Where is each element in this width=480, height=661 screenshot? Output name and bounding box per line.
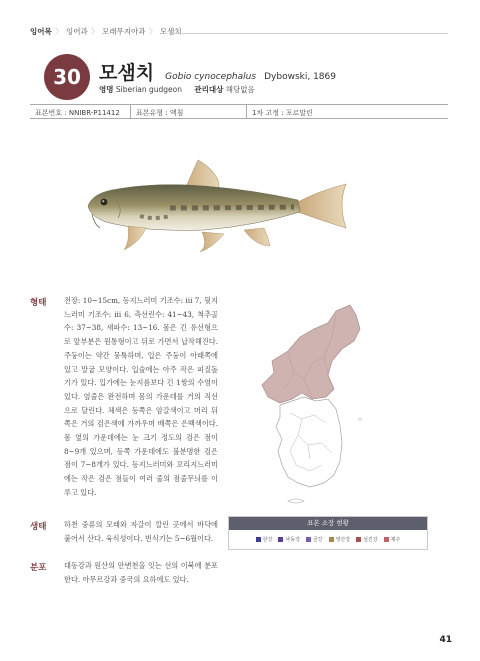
legend-items bbox=[229, 530, 427, 543]
breadcrumb-separator: 〉 bbox=[55, 27, 63, 36]
legend-item bbox=[256, 536, 273, 543]
entry-number-badge: 30 bbox=[44, 54, 90, 100]
title-authority: Dybowski, 1869 bbox=[264, 72, 336, 82]
species-names bbox=[99, 84, 255, 95]
breadcrumb bbox=[30, 26, 182, 37]
legend-item bbox=[278, 536, 300, 543]
specimen-number: 표본번호 : NNIBR-P11412 bbox=[35, 109, 120, 117]
page-number: 41 bbox=[439, 635, 452, 645]
legend-label: 영산강 bbox=[335, 537, 351, 543]
english-name-value: Siberian gudgeon bbox=[115, 85, 183, 94]
ulleung-island bbox=[359, 418, 361, 420]
legend-swatch bbox=[329, 537, 334, 542]
legend-swatch bbox=[356, 537, 361, 542]
legend-swatch bbox=[278, 537, 283, 542]
breadcrumb-separator: 〉 bbox=[148, 27, 157, 36]
ecology-section-label: 생태 bbox=[30, 522, 47, 532]
legend-item bbox=[384, 536, 401, 543]
specimen-meta-bar bbox=[30, 104, 448, 119]
title-korean: 모샘치 bbox=[99, 62, 155, 84]
legend-title: 표본 소장 현황 bbox=[229, 517, 427, 530]
header-rule bbox=[170, 33, 448, 34]
jeju-island bbox=[288, 499, 304, 503]
legend-label: 한강 bbox=[262, 537, 273, 543]
legend-swatch bbox=[256, 537, 261, 542]
breadcrumb-root: 잉어목 bbox=[30, 27, 52, 36]
form-section-text: 전장: 10~15cm, 등지느러미 기조수: iii 7, 뒷지느러미 기조수: iii 6, 측선린수: 41~43, 척추골수: 37~38, 새파수: 13~16. 몸은 긴 유선형으로 앞부분은 원통형이고 뒤로 가면서 납작해진다. 주둥이는 약간 뭉툭하며, 입은 주둥이 아래쪽에 있고 말굽 모양이다. 입술에는 아주 작은 피질돌기가 있다. 입가에는 눈지름보다 긴 1쌍의 수염이 있다. 옆줄은 완전하며 몸의 가운데를 거의 직선으로 달린다. 체색은 등쪽은 암갈색이고 머리 뒤쪽은 거의 검은색에 가까우며 배쪽은 은백색이다. 몸 옆의 가운데에는 눈 크기 정도의 검은 점이 8~9개 있으며, 등쪽 가운데에도 불분명한 검은 점이 7~8개가 있다. 등지느러미와 꼬리지느러미에는 작은 검은 점들이 여러 줄의 점줄무늬를 이루고 있다. bbox=[64, 296, 218, 497]
legend-box bbox=[228, 516, 428, 550]
legend-label: 섬진강 bbox=[363, 537, 378, 543]
distribution-section-label: 분포 bbox=[30, 563, 47, 573]
breadcrumb-subfamily: 모래무지아과 bbox=[102, 27, 146, 36]
legend-item bbox=[329, 536, 351, 543]
legend-item bbox=[356, 536, 378, 543]
specimen-fixation: 1차 고정 : 포르말린 bbox=[246, 105, 448, 118]
ecology-section-text: 하천 중류의 모래와 자갈이 깔린 곳에서 바닥에 붙어서 산다. 육식성이다. 번식기는 5~6월이다. bbox=[64, 520, 218, 543]
fish-illustration bbox=[84, 150, 360, 260]
specimen-type: 표본유형 : 액침 bbox=[130, 105, 246, 118]
breadcrumb-separator: 〉 bbox=[91, 27, 99, 36]
distribution-section-text: 대동강과 원산의 안변천을 잇는 선의 이북에 분포한다. 아무르강과 중국의 요하에도 있다. bbox=[64, 561, 218, 584]
legend-label: 낙동강 bbox=[285, 537, 300, 543]
status-label: 관리대상 bbox=[194, 85, 224, 94]
legend-swatch bbox=[306, 537, 311, 542]
legend-label: 금강 bbox=[312, 537, 323, 543]
english-name-label: 영명 bbox=[99, 85, 114, 94]
breadcrumb-species: 모샘치 bbox=[159, 27, 182, 36]
north-korea-range bbox=[262, 305, 360, 403]
species-title bbox=[99, 58, 336, 85]
legend-swatch bbox=[384, 537, 389, 542]
distribution-map bbox=[232, 293, 428, 513]
form-section-label: 형태 bbox=[30, 298, 47, 308]
title-scientific: Gobio cynocephalus bbox=[165, 72, 257, 82]
status-value: 해당없음 bbox=[225, 85, 255, 94]
breadcrumb-family: 잉어과 bbox=[66, 27, 88, 36]
south-korea-outline bbox=[276, 397, 342, 487]
legend-item bbox=[306, 536, 323, 543]
legend-label: 제주 bbox=[390, 537, 401, 543]
